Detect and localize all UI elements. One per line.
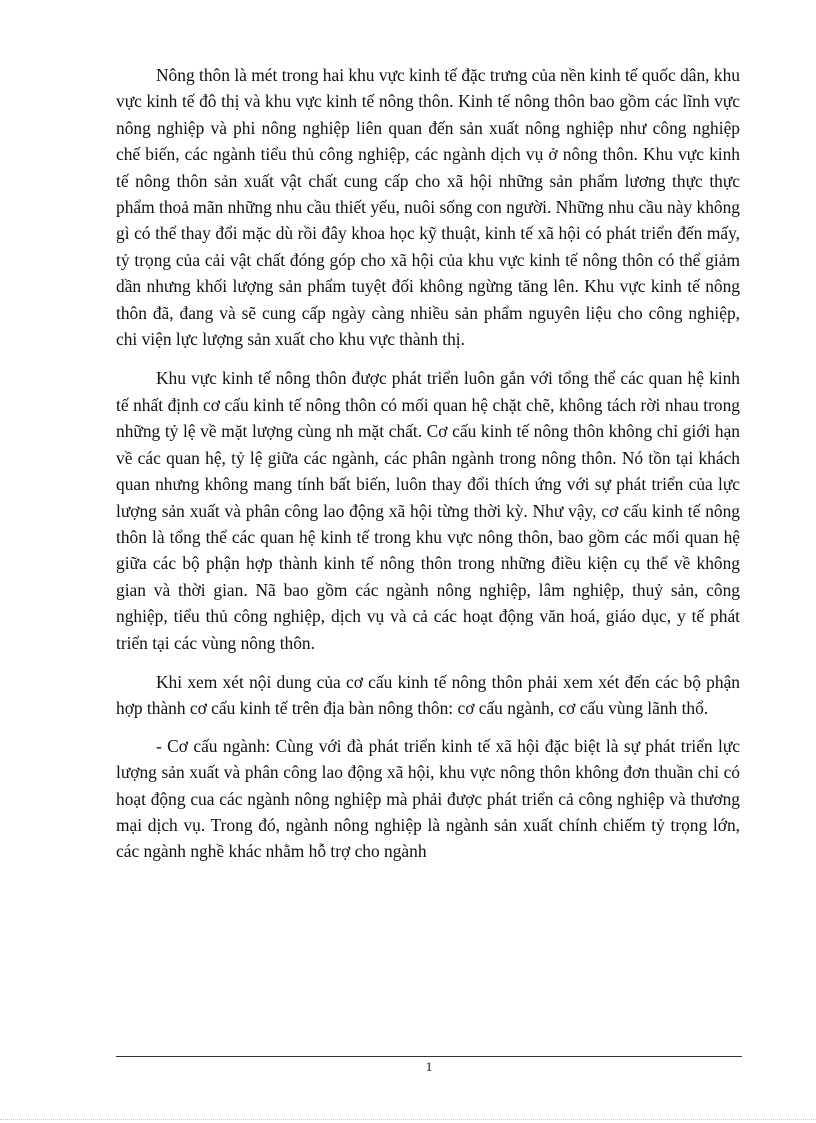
paragraph-structure-components: Khi xem xét nội dung của cơ cấu kinh tế nông thôn phải xem xét đến các bộ phận hợp thành cơ cấu kinh tế trên địa bàn nông thôn: cơ cấu ngành, cơ cấu vùng lãnh thổ. — [116, 671, 740, 719]
paragraph-sector-structure: - Cơ cấu ngành: Cùng với đà phát triển kinh tế xã hội đặc biệt là sự phát triển lực lượng sản xuất và phân công lao động xã hội, khu vực nông thôn không đơn thuần chỉ có hoạt động cua các ngành nông nghiệp mà phải được phát triển cả công nghiệp và thương mại dịch vụ. Trong đó, ngành nông nghiệp là ngành sản xuất chính chiếm tỷ trọng lớn, các ngành nghề khác nhằm hỗ trợ cho ngành — [116, 735, 740, 862]
document-body — [116, 62, 740, 865]
paragraph-rural-economy-intro: Nông thôn là mét trong hai khu vực kinh tế đặc trưng của nền kinh tế quốc dân, khu vực kinh tế đô thị và khu vực kinh tế nông thôn. Kinh tế nông thôn bao gồm các lĩnh vực nông nghiệp và phi nông nghiệp liên quan đến sản xuất nông nghiệp như công nghiệp chế biến, các ngành tiểu thủ công nghiệp, các ngành dịch vụ ở nông thôn. Khu vực kinh tế nông thôn sản xuất vật chất cung cấp cho xã hội những sản phẩm lương thực thực phẩm thoả mãn những nhu cầu thiết yếu, nuôi sống con người. Những nhu cầu này không gì có thể thay đổi mặc dù rồi đây khoa học kỹ thuật, kinh tế xã hội có phát triển đến mấy, tỷ trọng của cải vật chất đóng góp cho xã hội của khu vực kinh tế nông thôn có thể giảm dần nhưng khối lượng sản phẩm tuyệt đối không ngừng tăng lên. Khu vực kinh tế nông thôn đã, đang và sẽ cung cấp ngày càng nhiều sản phẩm nguyên liệu cho công nghiệp, chi viện lực lượng sản xuất cho khu vực thành thị. — [116, 65, 740, 350]
footer-divider — [116, 1056, 742, 1057]
page-number: 1 — [425, 1059, 433, 1074]
page-bottom-edge — [0, 1119, 816, 1120]
paragraph-rural-economic-structure: Khu vực kinh tế nông thôn được phát triển luôn gắn với tổng thể các quan hệ kinh tế nhất định cơ cấu kinh tế nông thôn có mối quan hệ chặt chẽ, không tách rời nhau trong những tỷ lệ về mặt lượng cùng nh mặt chất. Cơ cấu kinh tế nông thôn không chỉ giới hạn về các quan hệ, tỷ lệ giữa các ngành, các phân ngành trong nông thôn. Nó tồn tại khách quan nhưng không mang tính bất biến, luôn thay đổi thích ứng với sự phát triển của lực lượng sản xuất và phân công lao động xã hội từng thời kỳ. Như vậy, cơ cấu kinh tế nông thôn là tổng thể các quan hệ kinh tế trong khu vực nông thôn, bao gồm các mối quan hệ giữa các bộ phận hợp thành kinh tế nông thôn trong những điều kiện cụ thể về không gian và thời gian. Nã bao gồm các ngành nông nghiệp, lâm nghiệp, thuỷ sản, công nghiệp, tiểu thủ công nghiệp, dịch vụ và cả các hoạt động văn hoá, giáo dục, y tế phát triển tại các vùng nông thôn. — [116, 368, 740, 653]
